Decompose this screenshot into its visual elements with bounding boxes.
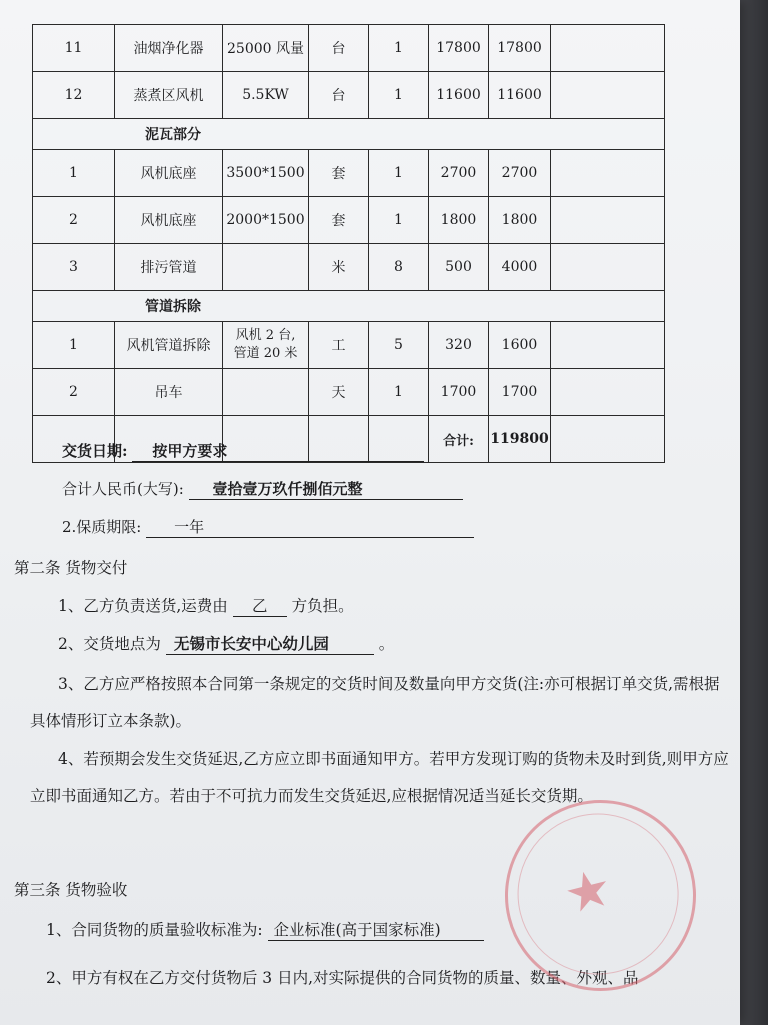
cell-spec-line: 管道 20 米 xyxy=(233,346,298,361)
warranty-value: 一年 xyxy=(146,516,474,538)
cell-note xyxy=(551,197,665,244)
cell-price: 1800 xyxy=(429,197,489,244)
cell-qty: 1 xyxy=(369,150,429,197)
cell-total: 4000 xyxy=(489,244,551,291)
cell-no: 1 xyxy=(33,322,115,369)
cell-total: 2700 xyxy=(489,150,551,197)
cell-price: 1700 xyxy=(429,369,489,416)
article3-p2: 2、甲方有权在乙方交付货物后 3 日内,对实际提供的合同货物的质量、数量、外观、品 xyxy=(46,969,639,987)
cell-unit: 台 xyxy=(309,72,369,119)
warranty-line xyxy=(62,516,474,538)
total-label: 合计: xyxy=(429,416,489,463)
cell-unit: 台 xyxy=(309,25,369,72)
table-row xyxy=(33,25,665,72)
cell-unit: 天 xyxy=(309,369,369,416)
cell-total: 17800 xyxy=(489,25,551,72)
cell-note xyxy=(551,244,665,291)
section-title: 泥瓦部分 xyxy=(33,119,665,150)
cell-unit: 套 xyxy=(309,150,369,197)
article2-p4: 4、若预期会发生交货延迟,乙方应立即书面通知甲方。若甲方发现订购的货物未及时到货,则甲方应立即书面通知乙方。若由于不可抗力而发生交货延迟,应根据情况适当延长交货期。 xyxy=(30,750,729,805)
cell-name: 排污管道 xyxy=(115,244,223,291)
cell-note xyxy=(551,322,665,369)
cell-no: 1 xyxy=(33,150,115,197)
rmb-total-value: 壹拾壹万玖仟捌佰元整 xyxy=(189,478,463,500)
p2-text-b: 。 xyxy=(378,635,395,653)
cell-spec: 3500*1500 xyxy=(223,150,309,197)
cell-name: 吊车 xyxy=(115,369,223,416)
cell-spec xyxy=(223,244,309,291)
cell-note xyxy=(551,150,665,197)
cell-name: 风机底座 xyxy=(115,150,223,197)
table-row xyxy=(33,369,665,416)
cell-spec: 5.5KW xyxy=(223,72,309,119)
cell-spec xyxy=(223,322,309,369)
cell-no: 3 xyxy=(33,244,115,291)
article2-p2 xyxy=(58,632,394,655)
cell-no: 11 xyxy=(33,25,115,72)
table-row xyxy=(33,322,665,369)
cell-qty: 1 xyxy=(369,369,429,416)
warranty-label: 2.保质期限: xyxy=(62,518,142,536)
section-title: 管道拆除 xyxy=(33,291,665,322)
p1-text-a: 1、合同货物的质量验收标准为: xyxy=(46,921,263,939)
cell-unit: 工 xyxy=(309,322,369,369)
table-row xyxy=(33,244,665,291)
cell-spec: 2000*1500 xyxy=(223,197,309,244)
cell-unit: 米 xyxy=(309,244,369,291)
article3-title: 第三条 货物验收 xyxy=(14,881,128,899)
delivery-date-line xyxy=(62,440,424,462)
cell-total: 1800 xyxy=(489,197,551,244)
delivery-date-label: 交货日期: xyxy=(62,442,128,460)
cell-empty xyxy=(551,416,665,463)
cell-no: 2 xyxy=(33,369,115,416)
cell-note xyxy=(551,72,665,119)
cell-total: 1600 xyxy=(489,322,551,369)
cell-total: 11600 xyxy=(489,72,551,119)
delivery-location: 无锡市长安中心幼儿园 xyxy=(166,632,374,655)
section-row xyxy=(33,119,665,150)
cell-unit: 套 xyxy=(309,197,369,244)
seal-star-icon: ★ xyxy=(558,857,618,927)
cell-price: 320 xyxy=(429,322,489,369)
cell-qty: 8 xyxy=(369,244,429,291)
total-value: 119800 xyxy=(489,416,551,463)
article3-p1 xyxy=(46,918,484,941)
p1-text-b: 方负担。 xyxy=(291,597,354,615)
cell-no: 2 xyxy=(33,197,115,244)
rmb-total-label: 合计人民币(大写): xyxy=(62,480,184,498)
cell-name: 蒸煮区风机 xyxy=(115,72,223,119)
freight-party: 乙 xyxy=(233,594,287,617)
cell-spec-line: 风机 2 台, xyxy=(235,328,296,343)
cell-note xyxy=(551,25,665,72)
cell-price: 500 xyxy=(429,244,489,291)
article2-title: 第二条 货物交付 xyxy=(14,559,128,577)
cell-note xyxy=(551,369,665,416)
p1-text-a: 1、乙方负责送货,运费由 xyxy=(58,597,228,615)
table-row xyxy=(33,72,665,119)
cell-price: 2700 xyxy=(429,150,489,197)
article2-p3: 3、乙方应严格按照本合同第一条规定的交货时间及数量向甲方交货(注:亦可根据订单交货,需根据具体情形订立本条款)。 xyxy=(30,675,720,730)
section-row xyxy=(33,291,665,322)
delivery-date-value: 按甲方要求 xyxy=(132,440,424,462)
rmb-total-line xyxy=(62,478,463,500)
cell-qty: 1 xyxy=(369,197,429,244)
quote-table xyxy=(32,24,664,463)
table-row xyxy=(33,150,665,197)
table-row xyxy=(33,197,665,244)
article2-p1 xyxy=(58,594,354,617)
cell-qty: 5 xyxy=(369,322,429,369)
cell-no: 12 xyxy=(33,72,115,119)
p2-text-a: 2、交货地点为 xyxy=(58,635,161,653)
cell-name: 风机底座 xyxy=(115,197,223,244)
cell-price: 17800 xyxy=(429,25,489,72)
cell-price: 11600 xyxy=(429,72,489,119)
cell-qty: 1 xyxy=(369,25,429,72)
cell-qty: 1 xyxy=(369,72,429,119)
cell-name: 风机管道拆除 xyxy=(115,322,223,369)
acceptance-standard: 企业标准(高于国家标准) xyxy=(268,918,484,941)
cell-total: 1700 xyxy=(489,369,551,416)
cell-name: 油烟净化器 xyxy=(115,25,223,72)
cell-spec: 25000 风量 xyxy=(223,25,309,72)
cell-spec xyxy=(223,369,309,416)
